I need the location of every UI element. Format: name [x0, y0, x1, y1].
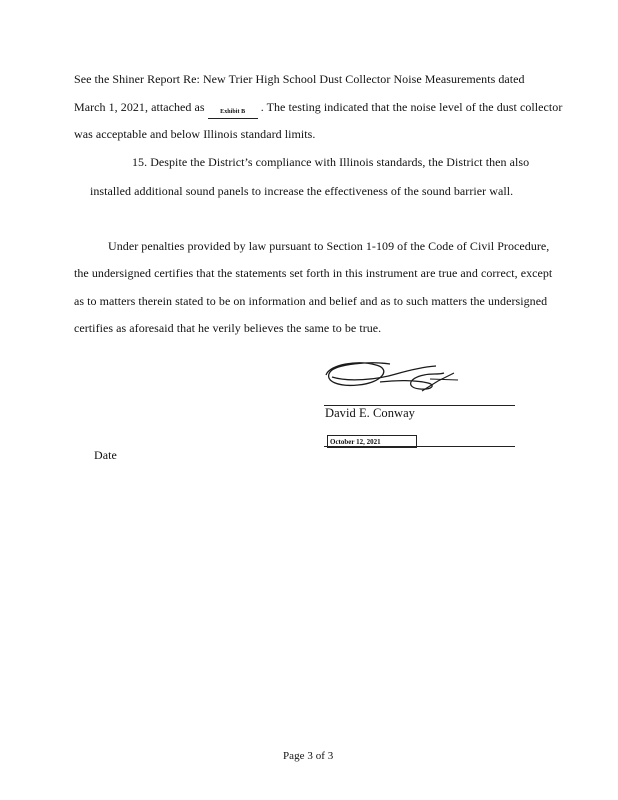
signer-name: David E. Conway [325, 406, 415, 420]
date-label: Date [94, 448, 117, 462]
certification-line-2: the undersigned certifies that the statements set forth in this instrument are true and correct, except [74, 266, 553, 280]
signed-date: October 12, 2021 [327, 435, 417, 448]
page-number: Page 3 of 3 [283, 750, 334, 762]
paragraph-1-line-2-start: March 1, 2021, attached as [74, 100, 205, 114]
handwritten-signature [318, 355, 468, 400]
paragraph-15-line-2: installed additional sound panels to increase the effectiveness of the sound barrier wall. [90, 184, 514, 198]
certification-line-1: Under penalties provided by law pursuant to Section 1-109 of the Code of Civil Procedure, [108, 239, 550, 253]
paragraph-1-line-1: See the Shiner Report Re: New Trier High School Dust Collector Noise Measurements dated [74, 72, 525, 86]
exhibit-reference: Exhibit B [208, 105, 258, 119]
paragraph-1-line-2 [74, 100, 562, 119]
paragraph-1-line-2-end: . The testing indicated that the noise level of the dust collector [260, 100, 563, 114]
paragraph-15-line-1: 15. Despite the District’s compliance with Illinois standards, the District then also [132, 155, 530, 169]
certification-line-3: as to matters therein stated to be on information and belief and as to such matters the undersigned [74, 294, 548, 308]
certification-line-4: certifies as aforesaid that he verily believes the same to be true. [74, 321, 382, 335]
paragraph-1-line-3: was acceptable and below Illinois standard limits. [74, 127, 316, 141]
